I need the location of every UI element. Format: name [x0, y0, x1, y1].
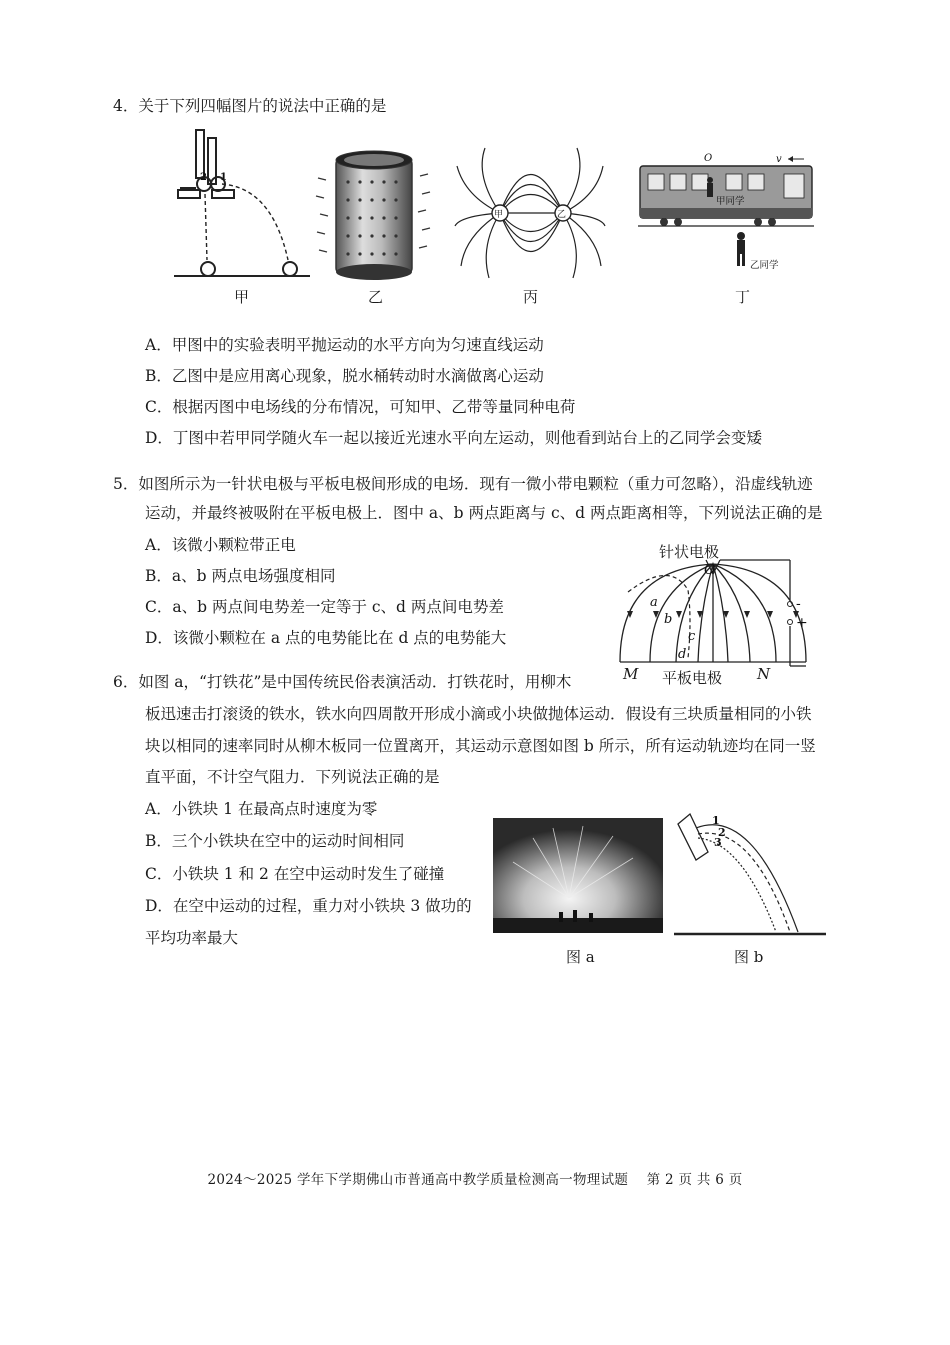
fig-b-mark-3: 3 [714, 836, 722, 849]
q5-option-b: B．a、b 两点电场强度相同 [145, 567, 336, 585]
fig-label-ding: 丁 [735, 288, 751, 306]
fig-b-caption: 图 b [734, 948, 764, 966]
q5-label-d: d [678, 647, 687, 662]
q6-option-c: C．小铁块 1 和 2 在空中运动时发生了碰撞 [145, 865, 445, 883]
q4-option-a: A．甲图中的实验表明平抛运动的水平方向为匀速直线运动 [145, 336, 544, 354]
jia-mark-2: 2 [200, 172, 207, 183]
fig-bing-field [455, 146, 605, 280]
page-footer: 2024～2025 学年下学期佛山市普通高中教学质量检测高一物理试题 第 2 页 共 6 页 [207, 1172, 743, 1188]
q5-label-b: b [664, 612, 673, 627]
q5-label-m: M [623, 665, 639, 683]
q4-option-c: C．根据丙图中电场线的分布情况，可知甲、乙带等量同种电荷 [145, 398, 576, 416]
q6-stem-line3: 块以相同的速率同时从柳木板同一位置离开，其运动示意图如图 b 所示，所有运动轨迹均在同一竖 [145, 737, 816, 755]
fig-b-mark-2: 2 [718, 826, 726, 839]
q5-label-n: N [757, 665, 771, 683]
ding-mark-v: v [776, 154, 782, 165]
q6-stem-line2: 板迅速击打滚烫的铁水，铁水向四周散开形成小滴或小块做抛体运动．假设有三块质量相同的小铁 [145, 705, 812, 723]
q6-stem-line4: 直平面，不计空气阻力．下列说法正确的是 [145, 768, 440, 786]
fig-b-mark-1: 1 [712, 814, 720, 827]
ding-student-b: 乙同学 [750, 260, 779, 271]
q6-stem-line1: 6．如图 a，“打铁花”是中国传统民俗表演活动．打铁花时，用柳木 [113, 673, 572, 691]
q6-option-a: A．小铁块 1 在最高点时速度为零 [145, 800, 378, 818]
q6-option-d: D．在空中运动的过程，重力对小铁块 3 做功的 [145, 897, 472, 915]
q6-option-b: B．三个小铁块在空中的运动时间相同 [145, 832, 405, 850]
fig-ding-train [638, 150, 818, 275]
q5-option-c: C．a、b 两点间电势差一定等于 c、d 两点间电势差 [145, 598, 504, 616]
q5-label-minus: - [796, 596, 801, 612]
q5-option-d: D．该微小颗粒在 a 点的电势能比在 d 点的电势能大 [145, 629, 507, 647]
fig-label-yi: 乙 [368, 288, 384, 306]
q5-needle-label: 针状电极 [659, 543, 720, 561]
q4-option-d: D．丁图中若甲同学随火车一起以接近光速水平向左运动，则他看到站台上的乙同学会变矮 [145, 429, 762, 447]
q4-stem: 4．关于下列四幅图片的说法中正确的是 [113, 97, 387, 115]
q5-plate-label: 平板电极 [662, 669, 723, 687]
fig-a-photo [493, 818, 663, 933]
q5-stem-line2: 运动，并最终被吸附在平板电极上．图中 a、b 两点距离与 c、d 两点距离相等，下列说法正确的是 [145, 504, 823, 522]
q5-label-a: a [650, 595, 658, 610]
q6-option-d-cont: 平均功率最大 [145, 929, 239, 947]
fig-label-bing: 丙 [523, 288, 539, 306]
fig-yi-drum [314, 148, 434, 284]
ding-student-a: 甲同学 [716, 196, 745, 207]
jia-mark-1: 1 [220, 172, 227, 183]
q5-label-c: c [688, 629, 696, 644]
q5-field-diagram [610, 560, 825, 670]
ding-mark-o: O [704, 153, 713, 164]
fig-jia [172, 128, 312, 278]
charge-jia-label: 甲 [494, 210, 504, 220]
q5-label-plus: + [796, 615, 808, 631]
q5-option-a: A．该微小颗粒带正电 [145, 536, 296, 554]
q5-stem-line1: 5．如图所示为一针状电极与平板电极间形成的电场．现有一微小带电颗粒（重力可忽略），沿虚线轨迹 [113, 475, 813, 493]
fig-b-trajectories [672, 812, 828, 940]
fig-a-caption: 图 a [566, 948, 595, 966]
charge-yi-label: 乙 [557, 210, 567, 220]
fig-label-jia: 甲 [234, 288, 250, 306]
q5-label-o: O [704, 562, 716, 578]
q4-option-b: B．乙图中是应用离心现象，脱水桶转动时水滴做离心运动 [145, 367, 544, 385]
